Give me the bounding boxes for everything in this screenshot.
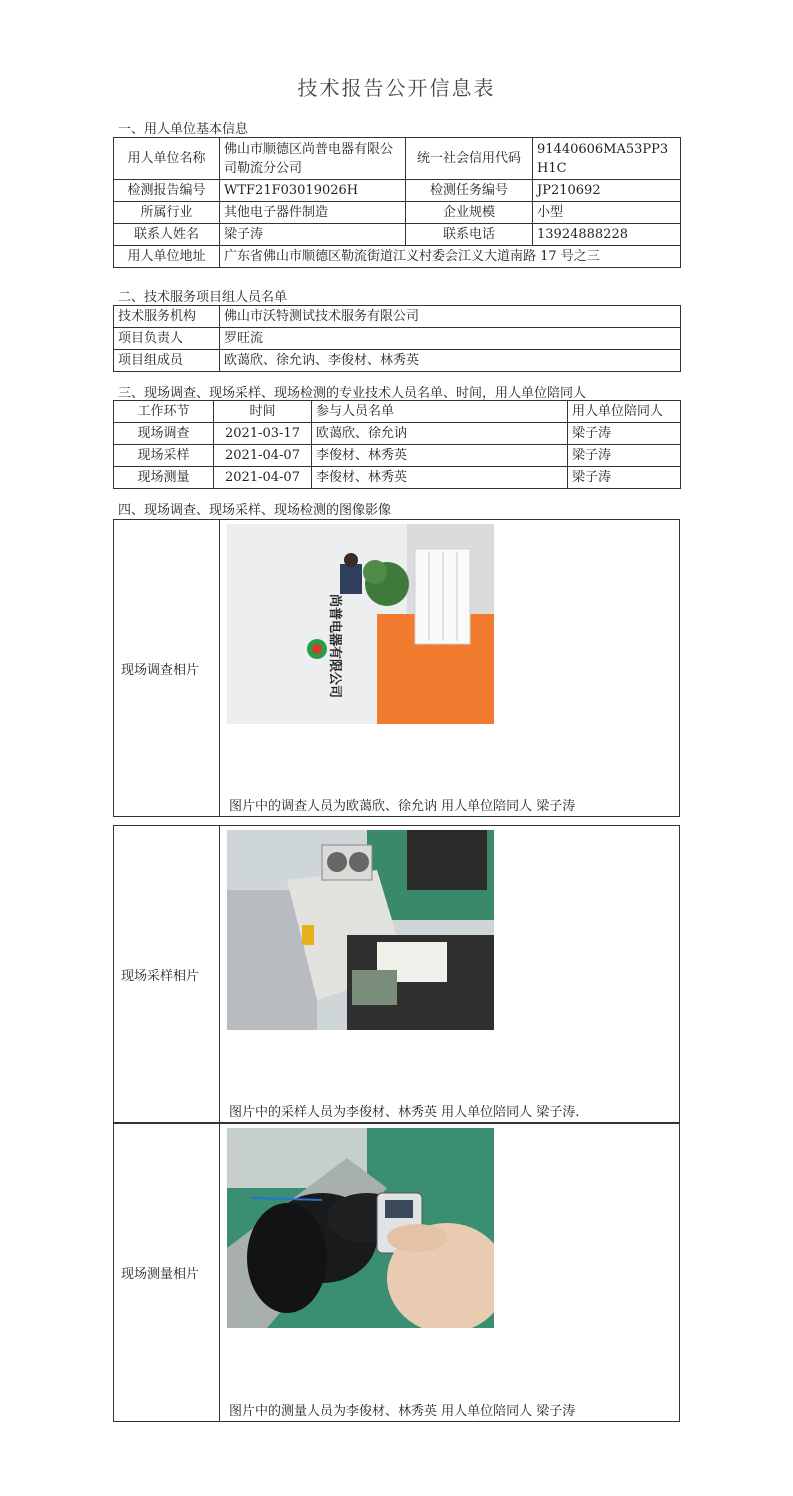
section2-heading: 二、技术服务项目组人员名单: [118, 290, 288, 305]
table-cell: 佛山市顺德区尚普电器有限公司勒流分公司: [220, 138, 406, 180]
column-header: 工作环节: [114, 401, 214, 423]
table-row: [114, 224, 681, 246]
table-header-row: [114, 401, 681, 423]
section4-heading: 四、现场调查、现场采样、现场检测的图像影像: [118, 503, 392, 518]
table-cell: 梁子涛: [568, 467, 681, 489]
table-cell: 现场测量: [114, 467, 214, 489]
survey-photo: [227, 524, 494, 724]
table-cell: WTF21F03019026H: [220, 180, 406, 202]
table-cell: 91440606MA53PP3H1C: [533, 138, 681, 180]
table-row: [114, 138, 681, 180]
basic-info-table: [113, 137, 681, 268]
table-row: [114, 306, 681, 328]
table-row: [114, 180, 681, 202]
table-cell: 李俊材、林秀英: [312, 445, 568, 467]
table-cell: 2021-04-07: [214, 467, 312, 489]
table-cell: 佛山市沃特测试技术服务有限公司: [220, 306, 681, 328]
table-cell: 梁子涛: [568, 445, 681, 467]
sampling-photo-label: 现场采样相片: [114, 826, 220, 1122]
table-cell: 企业规模: [406, 202, 533, 224]
table-cell: 联系人姓名: [114, 224, 220, 246]
table-cell: 用人单位名称: [114, 138, 220, 180]
table-cell: 13924888228: [533, 224, 681, 246]
survey-photo-row: [113, 519, 680, 817]
table-row: [114, 350, 681, 372]
page-title: 技术报告公开信息表: [297, 76, 496, 100]
measurement-photo-row: [113, 1123, 680, 1422]
survey-photo-label: 现场调查相片: [114, 520, 220, 816]
table-cell: 李俊材、林秀英: [312, 467, 568, 489]
photo-sign-text: 尚普电器有限公司: [327, 594, 342, 699]
table-cell: 所属行业: [114, 202, 220, 224]
schedule-table: [113, 400, 681, 489]
table-cell: 其他电子器件制造: [220, 202, 406, 224]
table-cell: JP210692: [533, 180, 681, 202]
table-row: [114, 328, 681, 350]
table-row: [114, 467, 681, 489]
measurement-photo-label: 现场测量相片: [114, 1124, 220, 1421]
table-cell: 项目组成员: [114, 350, 220, 372]
sampling-photo: [227, 830, 494, 1030]
column-header: 参与人员名单: [312, 401, 568, 423]
table-cell: 小型: [533, 202, 681, 224]
table-cell: 用人单位地址: [114, 246, 220, 268]
table-cell: 2021-03-17: [214, 423, 312, 445]
table-cell: 现场调查: [114, 423, 214, 445]
table-row: [114, 202, 681, 224]
section1-heading: 一、用人单位基本信息: [118, 122, 249, 137]
section3-heading: 三、现场调查、现场采样、现场检测的专业技术人员名单、时间，用人单位陪同人: [118, 386, 587, 401]
table-row: [114, 423, 681, 445]
table-row: [114, 246, 681, 268]
measurement-photo: [227, 1128, 494, 1328]
sampling-photo-row: [113, 825, 680, 1123]
table-cell: 广东省佛山市顺德区勒流街道江义村委会江义大道南路 17 号之三: [220, 246, 681, 268]
table-cell: 2021-04-07: [214, 445, 312, 467]
table-cell: 梁子涛: [568, 423, 681, 445]
table-cell: 现场采样: [114, 445, 214, 467]
table-cell: 欧蔼欣、徐允讷、李俊材、林秀英: [220, 350, 681, 372]
table-cell: 梁子涛: [220, 224, 406, 246]
table-cell: 统一社会信用代码: [406, 138, 533, 180]
team-table: [113, 305, 681, 372]
table-cell: 欧蔼欣、徐允讷: [312, 423, 568, 445]
table-row: [114, 445, 681, 467]
measurement-photo-caption: 图片中的测量人员为李俊材、林秀英 用人单位陪同人 梁子涛: [229, 1404, 576, 1419]
table-cell: 联系电话: [406, 224, 533, 246]
table-cell: 罗旺流: [220, 328, 681, 350]
column-header: 用人单位陪同人: [568, 401, 681, 423]
column-header: 时间: [214, 401, 312, 423]
sampling-photo-caption: 图片中的采样人员为李俊材、林秀英 用人单位陪同人 梁子涛.: [229, 1105, 580, 1120]
table-cell: 项目负责人: [114, 328, 220, 350]
survey-photo-caption: 图片中的调查人员为欧蔼欣、徐允讷 用人单位陪同人 梁子涛: [229, 799, 576, 814]
table-cell: 技术服务机构: [114, 306, 220, 328]
table-cell: 检测任务编号: [406, 180, 533, 202]
table-cell: 检测报告编号: [114, 180, 220, 202]
